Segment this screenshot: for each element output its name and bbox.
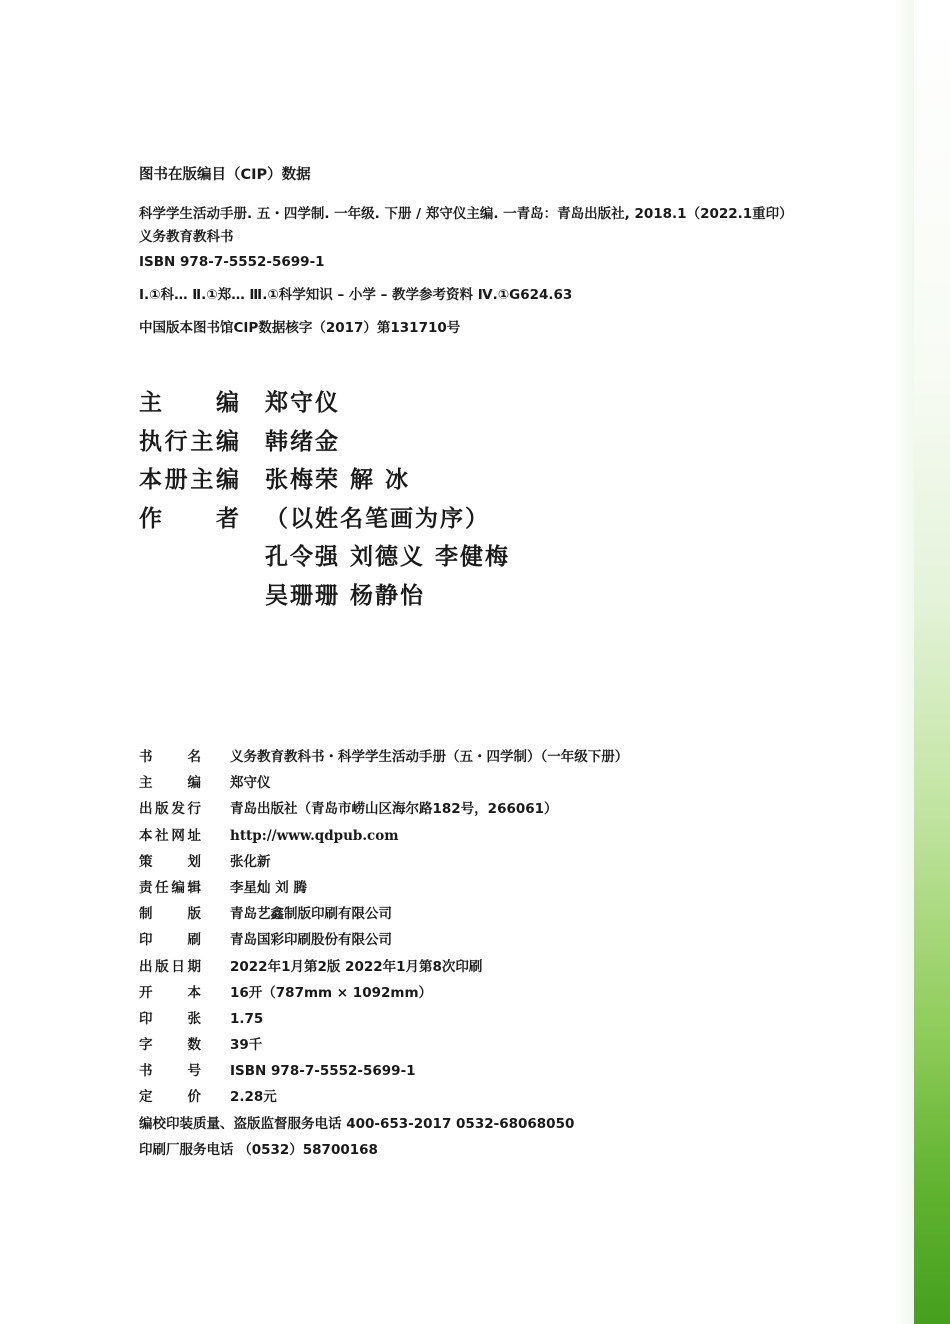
credit-value: 郑守仪 bbox=[265, 389, 340, 416]
imprint-value: 义务教育教科书・科学学生活动手册（五・四学制）（一年级下册） bbox=[230, 749, 629, 765]
cip-series: 义务教育教科书 bbox=[139, 229, 234, 245]
imprint-row-planner bbox=[139, 851, 899, 877]
imprint-label: 主编 bbox=[139, 775, 201, 792]
imprint-value: 16开（787mm × 1092mm） bbox=[230, 984, 433, 1001]
imprint-row-website bbox=[139, 825, 899, 851]
imprint-row-word-count bbox=[139, 1034, 899, 1060]
credit-label: 主编 bbox=[139, 390, 239, 416]
cip-record-number: 中国版本图书馆CIP数据核字（2017）第131710号 bbox=[139, 320, 461, 336]
imprint-row-book-number bbox=[139, 1060, 899, 1086]
imprint-row-printing bbox=[139, 929, 899, 955]
printer-hotline-text: 印刷厂服务电话 （0532）58700168 bbox=[139, 1141, 378, 1158]
imprint-row-quality-hotline bbox=[139, 1113, 899, 1139]
imprint-row-price bbox=[139, 1086, 899, 1112]
imprint-value: 2.28元 bbox=[230, 1089, 277, 1106]
imprint-label: 印张 bbox=[139, 1010, 201, 1027]
imprint-row-responsible-editor bbox=[139, 877, 899, 903]
imprint-label: 开本 bbox=[139, 984, 201, 1001]
imprint-label: 出版发行 bbox=[139, 801, 201, 818]
imprint-row-chief-editor bbox=[139, 772, 899, 798]
imprint-value: 青岛国彩印刷股份有限公司 bbox=[230, 932, 392, 949]
imprint-label: 定价 bbox=[139, 1089, 201, 1106]
imprint-label: 书名 bbox=[139, 749, 201, 765]
credit-label: 执行主编 bbox=[139, 428, 239, 455]
credit-value: 吴珊珊 杨静怡 bbox=[265, 581, 426, 609]
imprint-label: 策划 bbox=[139, 853, 201, 870]
imprint-row-printer-hotline bbox=[139, 1139, 899, 1165]
credit-value: 孔令强 刘德义 李健梅 bbox=[265, 543, 511, 570]
imprint-value: 李星灿 刘 腾 bbox=[230, 879, 307, 896]
credit-value: 张梅荣 解 冰 bbox=[265, 466, 411, 493]
imprint-value: 青岛艺鑫制版印刷有限公司 bbox=[230, 906, 392, 923]
imprint-label: 书号 bbox=[139, 1063, 201, 1080]
imprint-value: 39千 bbox=[230, 1037, 263, 1054]
credit-label: 作者 bbox=[139, 505, 239, 532]
imprint-row-sheets bbox=[139, 1008, 899, 1034]
credit-value: 韩绪金 bbox=[265, 427, 340, 455]
cip-classification: Ⅰ.①科… Ⅱ.①郑… Ⅲ.①科学知识 – 小学 – 教学参考资料 Ⅳ.①G624.63 bbox=[139, 287, 573, 303]
credit-label: 本册主编 bbox=[139, 467, 239, 493]
imprint-row-title bbox=[139, 746, 899, 772]
cip-block bbox=[139, 166, 899, 337]
imprint-label: 印刷 bbox=[139, 932, 201, 949]
imprint-label: 字数 bbox=[139, 1037, 201, 1054]
imprint-value: http://www.qdpub.com bbox=[230, 827, 399, 844]
cip-title: 图书在版编目（CIP）数据 bbox=[139, 167, 311, 183]
imprint-value: 2022年1月第2版 2022年1月第8次印刷 bbox=[230, 958, 483, 975]
imprint-label: 出版日期 bbox=[139, 958, 201, 975]
imprint-value: 郑守仪 bbox=[230, 775, 271, 792]
green-edge-strip bbox=[914, 0, 950, 1324]
imprint-row-publisher bbox=[139, 798, 899, 824]
imprint-row-format bbox=[139, 982, 899, 1008]
imprint-value: 1.75 bbox=[230, 1010, 264, 1027]
imprint-row-publication-date bbox=[139, 956, 899, 982]
imprint-label: 本社网址 bbox=[139, 827, 201, 844]
imprint-value: ISBN 978-7-5552-5699-1 bbox=[230, 1063, 416, 1080]
imprint-label: 制版 bbox=[139, 906, 201, 923]
imprint-row-plate-making bbox=[139, 903, 899, 929]
cip-isbn: ISBN 978-7-5552-5699-1 bbox=[139, 254, 325, 270]
cip-bibliographic: 科学学生活动手册. 五・四学制. 一年级. 下册 / 郑守仪主编. 一青岛：青岛出版社, 2018.1（2022.1重印） bbox=[139, 206, 793, 222]
credit-value: （以姓名笔画为序） bbox=[265, 504, 490, 532]
imprint-label: 责任编辑 bbox=[139, 879, 201, 896]
imprint-block bbox=[139, 746, 899, 1165]
quality-hotline-text: 编校印装质量、盗版监督服务电话 400-653-2017 0532-68068050 bbox=[139, 1115, 575, 1132]
imprint-value: 张化新 bbox=[230, 853, 271, 870]
imprint-value: 青岛出版社（青岛市崂山区海尔路182号，266061） bbox=[230, 801, 558, 818]
